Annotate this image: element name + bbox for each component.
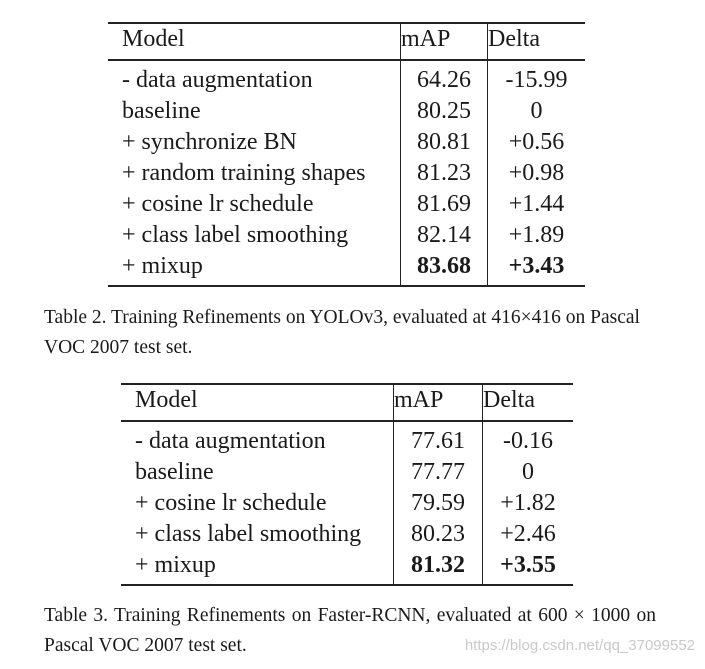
- cell-model: - data augmentation: [122, 67, 313, 93]
- cell-delta: -0.16: [483, 421, 574, 457]
- table-row: [121, 550, 573, 585]
- table-row: [108, 127, 585, 158]
- table-row: [108, 251, 585, 286]
- cell-delta: +0.56: [488, 127, 586, 158]
- watermark-url: https://blog.csdn.net/qq_37099552: [464, 637, 695, 654]
- cell-map: 79.59: [394, 488, 483, 519]
- cell-delta: +1.44: [488, 189, 586, 220]
- header-map: mAP: [394, 384, 483, 421]
- table-row: [108, 60, 585, 96]
- cell-map: 64.26: [401, 60, 488, 96]
- table-row: [121, 488, 573, 519]
- cell-delta: +2.46: [483, 519, 574, 550]
- cell-delta: -15.99: [488, 60, 586, 96]
- cell-map: 82.14: [401, 220, 488, 251]
- table-row: [108, 189, 585, 220]
- cell-delta: +0.98: [488, 158, 586, 189]
- header-delta: Delta: [483, 384, 574, 421]
- cell-map: 77.77: [394, 457, 483, 488]
- cell-delta: +1.89: [488, 220, 586, 251]
- table-2-caption: Table 2. Training Refinements on YOLOv3, evaluated at 416×416 on Pascal VOC 2007 test set.: [44, 307, 640, 358]
- cell-model: + class label smoothing: [135, 521, 362, 547]
- cell-model: + mixup: [135, 552, 216, 578]
- header-model: Model: [135, 387, 198, 413]
- header-delta: Delta: [488, 23, 586, 60]
- header-map: mAP: [401, 23, 488, 60]
- cell-model: + random training shapes: [122, 160, 366, 186]
- cell-map: 80.81: [401, 127, 488, 158]
- table-row: [121, 421, 573, 457]
- table-header-row: [108, 23, 585, 60]
- table-3-caption: Table 3. Training Refinements on Faster-RCNN, evaluated at 600 × 1000 on Pascal VOC 2007 test set.: [44, 605, 656, 656]
- cell-map-best: 81.32: [394, 550, 483, 585]
- cell-delta: 0: [483, 457, 574, 488]
- cell-delta-best: +3.55: [483, 550, 574, 585]
- table-row: [108, 220, 585, 251]
- table-row: [108, 96, 585, 127]
- cell-map: 81.69: [401, 189, 488, 220]
- cell-model: + synchronize BN: [122, 129, 297, 155]
- table-row: [121, 519, 573, 550]
- cell-model: baseline: [122, 98, 201, 124]
- cell-map: 81.23: [401, 158, 488, 189]
- table-header-row: [121, 384, 573, 421]
- cell-model: + cosine lr schedule: [135, 490, 327, 516]
- table-3: [121, 383, 573, 586]
- cell-model: + cosine lr schedule: [122, 191, 314, 217]
- table-2: [108, 22, 585, 287]
- cell-delta: 0: [488, 96, 586, 127]
- cell-model: - data augmentation: [135, 428, 326, 454]
- cell-map: 80.23: [394, 519, 483, 550]
- table-row: [121, 457, 573, 488]
- cell-model: + class label smoothing: [122, 222, 349, 248]
- header-model: Model: [122, 26, 185, 52]
- cell-model: baseline: [135, 459, 214, 485]
- cell-delta: +1.82: [483, 488, 574, 519]
- cell-model: + mixup: [122, 253, 203, 279]
- cell-map: 80.25: [401, 96, 488, 127]
- cell-map-best: 83.68: [401, 251, 488, 286]
- table-row: [108, 158, 585, 189]
- cell-delta-best: +3.43: [488, 251, 586, 286]
- cell-map: 77.61: [394, 421, 483, 457]
